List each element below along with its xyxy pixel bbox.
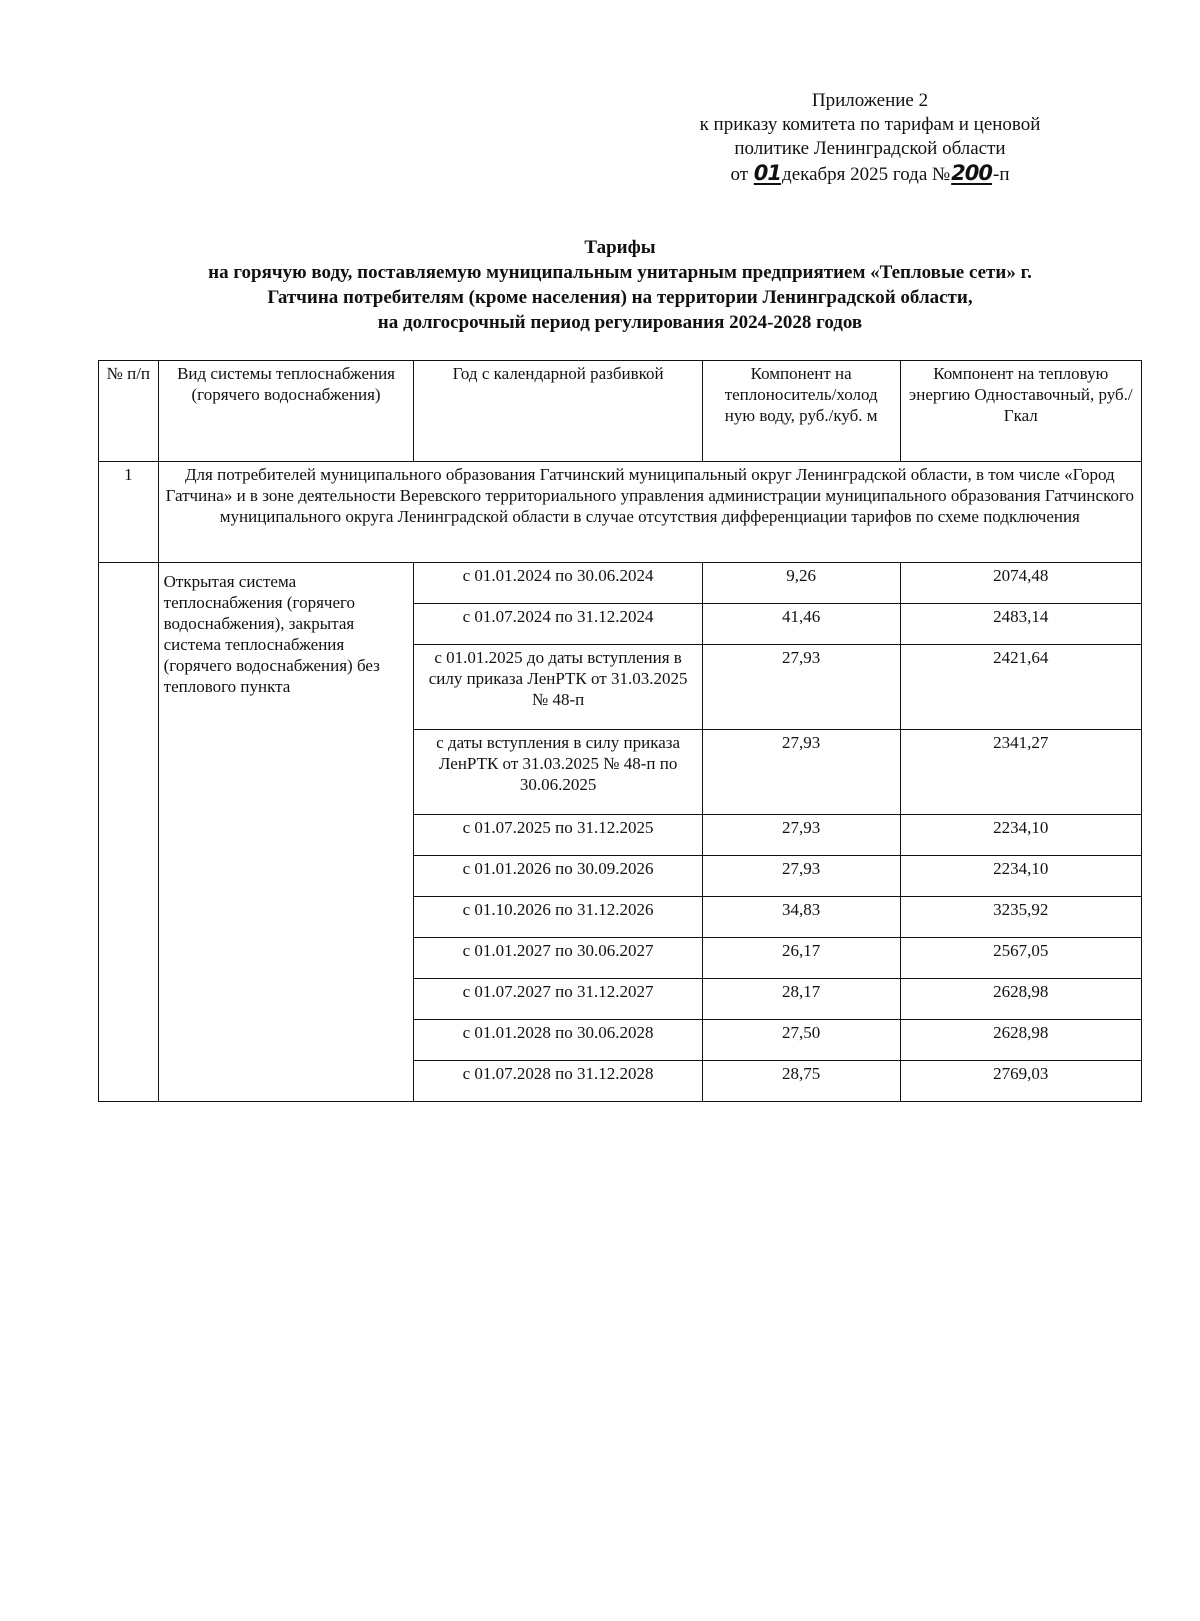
heat-component-cell: 2628,98 [900,979,1141,1020]
period-cell: с 01.07.2027 по 31.12.2027 [414,979,702,1020]
period-cell: с 01.07.2024 по 31.12.2024 [414,604,702,645]
heat-component-cell: 3235,92 [900,897,1141,938]
water-component-cell: 27,93 [702,856,900,897]
water-component-cell: 28,75 [702,1061,900,1102]
water-component-cell: 27,93 [702,730,900,815]
title-line-4: на долгосрочный период регулирования 2024-2028 годов [377,312,863,333]
water-component-cell: 41,46 [702,604,900,645]
group-row [99,462,1142,563]
appendix-date-line [640,161,1100,187]
header-heat-component: Компонент на тепловую энергию Одноставочный, руб./Гкал [900,361,1141,462]
system-type-cell: Открытая система теплоснабжения (горячего водоснабжения), закрытая система теплоснабжения (горячего водоснабжения) без теплового пункта [158,563,414,1102]
header-water-component: Компонент на теплоноситель/холод ную воду, руб./куб. м [702,361,900,462]
water-component-cell: 27,93 [702,815,900,856]
appendix-committee: политике Ленинградской области [734,138,1006,159]
tariff-table [98,360,1142,1102]
appendix-order-ref: к приказу комитета по тарифам и ценовой [699,114,1041,135]
heat-component-cell: 2421,64 [900,645,1141,730]
title-heading: Тарифы [584,237,656,258]
appendix-title: Приложение 2 [811,90,929,111]
period-cell: с 01.01.2027 по 30.06.2027 [414,938,702,979]
water-component-cell: 28,17 [702,979,900,1020]
water-component-cell: 34,83 [702,897,900,938]
period-cell: с 01.01.2028 по 30.06.2028 [414,1020,702,1061]
document-title [100,235,1140,335]
group-number: 1 [99,462,159,563]
period-cell: с 01.01.2026 по 30.09.2026 [414,856,702,897]
heat-component-cell: 2341,27 [900,730,1141,815]
date-middle: декабря 2025 года № [782,164,951,185]
header-num: № п/п [99,361,159,462]
period-cell: с 01.07.2028 по 31.12.2028 [414,1061,702,1102]
date-prefix: от [730,164,749,185]
empty-num-cell [99,563,159,1102]
appendix-header [640,89,1100,187]
heat-component-cell: 2234,10 [900,815,1141,856]
heat-component-cell: 2483,14 [900,604,1141,645]
heat-component-cell: 2567,05 [900,938,1141,979]
header-system: Вид системы теплоснабжения (горячего водоснабжения) [158,361,414,462]
table-header-row [99,361,1142,462]
period-cell: с 01.01.2024 по 30.06.2024 [414,563,702,604]
water-component-cell: 27,93 [702,645,900,730]
period-cell: с 01.07.2025 по 31.12.2025 [414,815,702,856]
period-cell: с даты вступления в силу приказа ЛенРТК от 31.03.2025 № 48-п по 30.06.2025 [414,730,702,815]
header-period: Год с календарной разбивкой [414,361,702,462]
period-cell: с 01.10.2026 по 31.12.2026 [414,897,702,938]
heat-component-cell: 2769,03 [900,1061,1141,1102]
table-row [99,563,1142,604]
heat-component-cell: 2628,98 [900,1020,1141,1061]
handwritten-order-number: 200 [951,161,993,185]
heat-component-cell: 2234,10 [900,856,1141,897]
title-line-3: Гатчина потребителям (кроме населения) на территории Ленинградской области, [267,287,973,308]
water-component-cell: 9,26 [702,563,900,604]
heat-component-cell: 2074,48 [900,563,1141,604]
water-component-cell: 27,50 [702,1020,900,1061]
period-cell: с 01.01.2025 до даты вступления в силу приказа ЛенРТК от 31.03.2025 № 48-п [414,645,702,730]
water-component-cell: 26,17 [702,938,900,979]
group-description: Для потребителей муниципального образования Гатчинский муниципальный округ Ленинградской области, в том числе «Город Гатчина» и в зоне деятельности Веревского территориального управления администрации муниципального образования Гатчинского муниципального округа Ленинградской области в случае отсутствия дифференциации тарифов по схеме подключения [158,462,1141,563]
handwritten-day: 01 [753,161,782,185]
order-suffix: -п [993,164,1010,185]
title-line-2: на горячую воду, поставляемую муниципальным унитарным предприятием «Тепловые сети» г. [208,262,1032,283]
